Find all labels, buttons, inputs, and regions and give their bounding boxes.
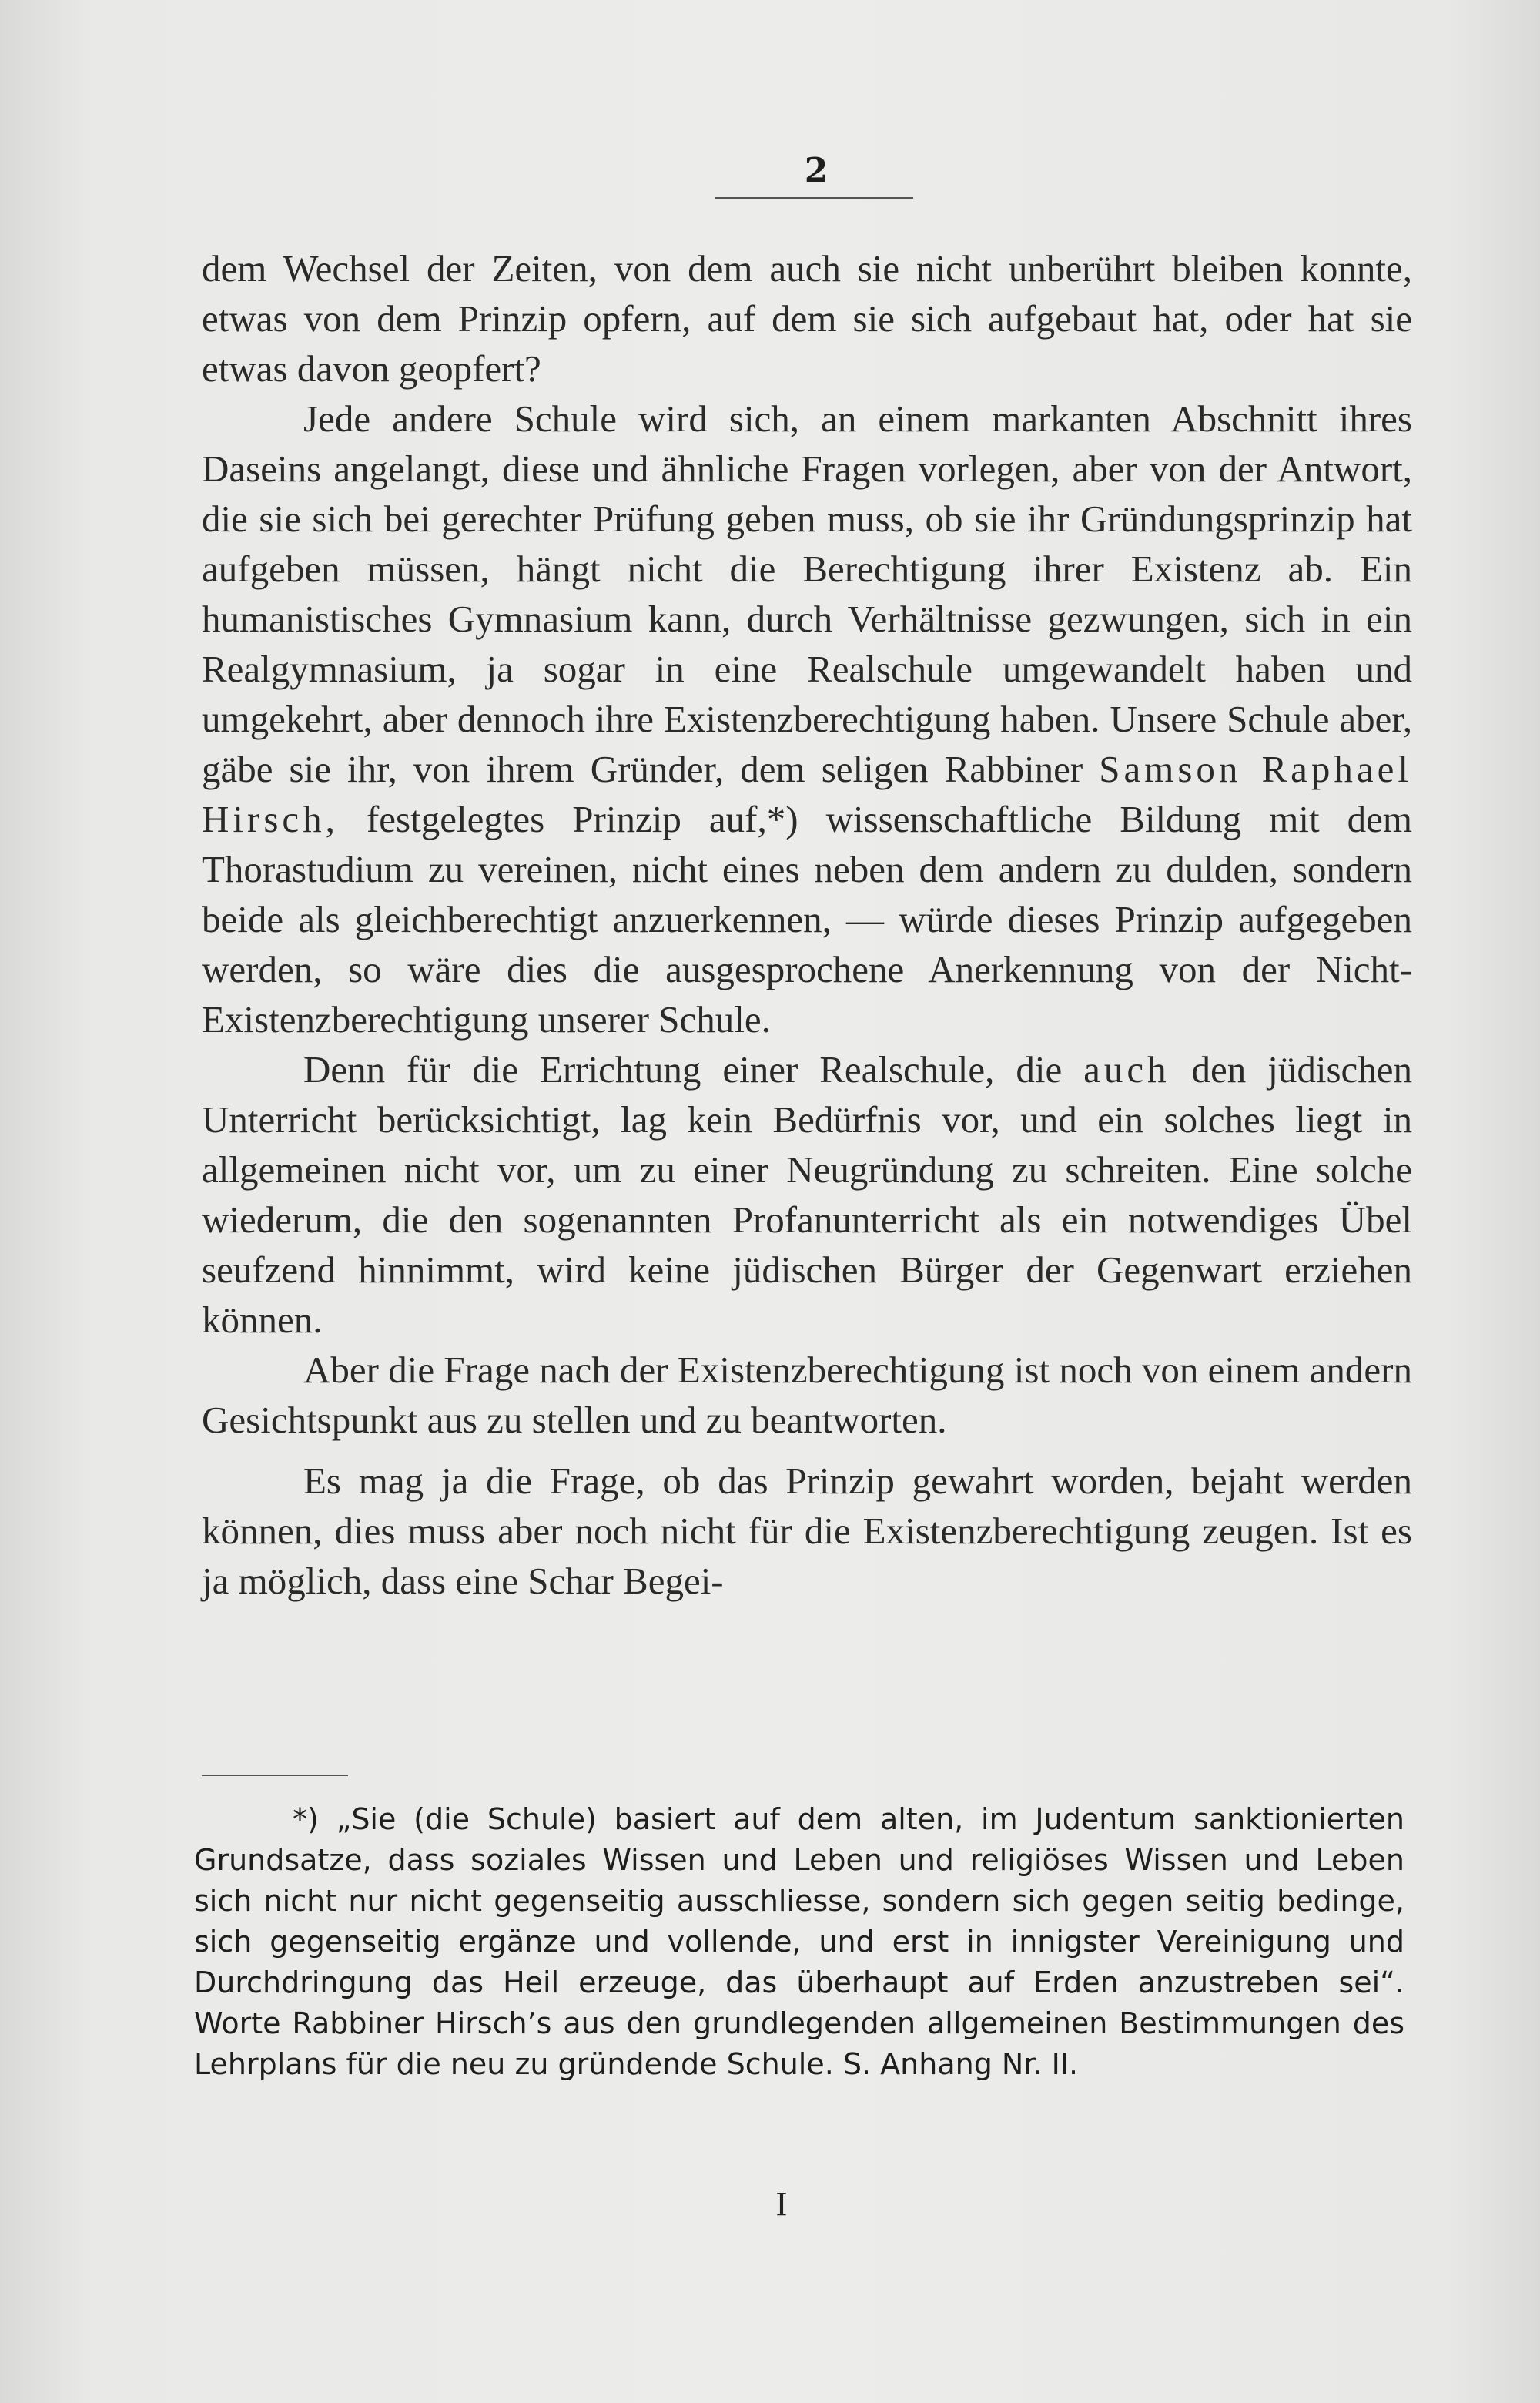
paragraph-2-end: festgelegtes Prinzip auf,*) wissenschaftliche Bildung mit dem Thorastudium zu vereinen, nicht eines neben dem andern zu dulden, sondern beide als gleichberechtigt anzuerkennen, — würde dieses Prinzip aufgegeben werden, so wäre dies die ausgesprochene Anerkennung von der Nicht-Existenzberechtigung unserer Schule. [202, 798, 1412, 1041]
paragraph-3 [202, 1044, 1412, 1345]
paragraph-3-start: Denn für die Errichtung einer Realschule, die [303, 1048, 1063, 1091]
paragraph-4: Aber die Frage nach der Existenzberechtigung ist noch von einem andern Gesichtspunkt aus zu stellen und zu beantworten. [202, 1349, 1412, 1441]
paragraph-1: dem Wechsel der Zeiten, von dem auch sie nicht unberührt bleiben konnte, etwas von dem Prinzip opfern, auf dem sie sich aufgebaut hat, oder hat sie etwas davon geopfert? [202, 247, 1412, 390]
paragraph-2-start: Jede andere Schule wird sich, an einem markanten Abschnitt ihres Daseins angelangt, diese und ähnliche Fragen vorlegen, aber von der Antwort, die sie sich bei gerechter Prüfung geben muss, ob sie ihr Gründungsprinzip hat aufgeben müssen, hängt nicht die Berechtigung ihrer Existenz ab. Ein humanistisches Gymnasium kann, durch Verhältnisse gezwungen, sich in ein Realgymnasium, ja sogar in eine Realschule umgewandelt haben und umgekehrt, aber dennoch ihre Existenzberechtigung haben. Unsere Schule aber, gäbe sie ihr, von ihrem Gründer, dem seligen Rabbiner [202, 397, 1412, 790]
paragraph-2 [202, 394, 1412, 1044]
paragraph-5: Es mag ja die Frage, ob das Prinzip gewahrt worden, bejaht werden können, dies muss aber noch nicht für die Existenzberechtigung zeugen. Ist es ja möglich, dass eine Schar Begei- [202, 1460, 1412, 1602]
main-text [202, 243, 1412, 1606]
founder-name: Samson Raphael Hirsch, [202, 748, 1413, 840]
paragraph-3-end: den jüdischen Unterricht berücksichtigt, lag kein Bedürfnis vor, und ein solches liegt in allgemeinen nicht vor, um zu einer Neugründung zu schreiten. Eine solche wiederum, die den sogenannten Profanunterricht als ein notwendiges Übel seufzend hinnimmt, wird keine jüdischen Bürger der Gegenwart erziehen können. [202, 1048, 1413, 1341]
emphasis-auch: auch [1083, 1048, 1170, 1091]
footnote-text: *) „Sie (die Schule) basiert auf dem alten, im Judentum sanktionierten Grundsatze, dass soziales Wissen und Leben und religiöses Wissen und Leben sich nicht nur nicht gegenseitig ausschliesse, sondern sich gegen seitig bedinge, sich gegenseitig ergänze und vollende, und erst in innigster Vereinigung und Durchdringung das Heil erzeuge, das überhaupt auf Erden anzustreben sei“. Worte Rabbiner Hirsch’s aus den grundlegenden allgemeinen Bestimmungen des Lehrplans für die neu zu gründende Schule. S. Anhang Nr. II. [194, 1802, 1404, 2081]
footnote-block [194, 1799, 1404, 2085]
signature-mark: I [775, 2185, 788, 2223]
page-number: 2 [804, 151, 829, 190]
header-rule [715, 197, 913, 199]
footnote-rule [202, 1775, 348, 1776]
